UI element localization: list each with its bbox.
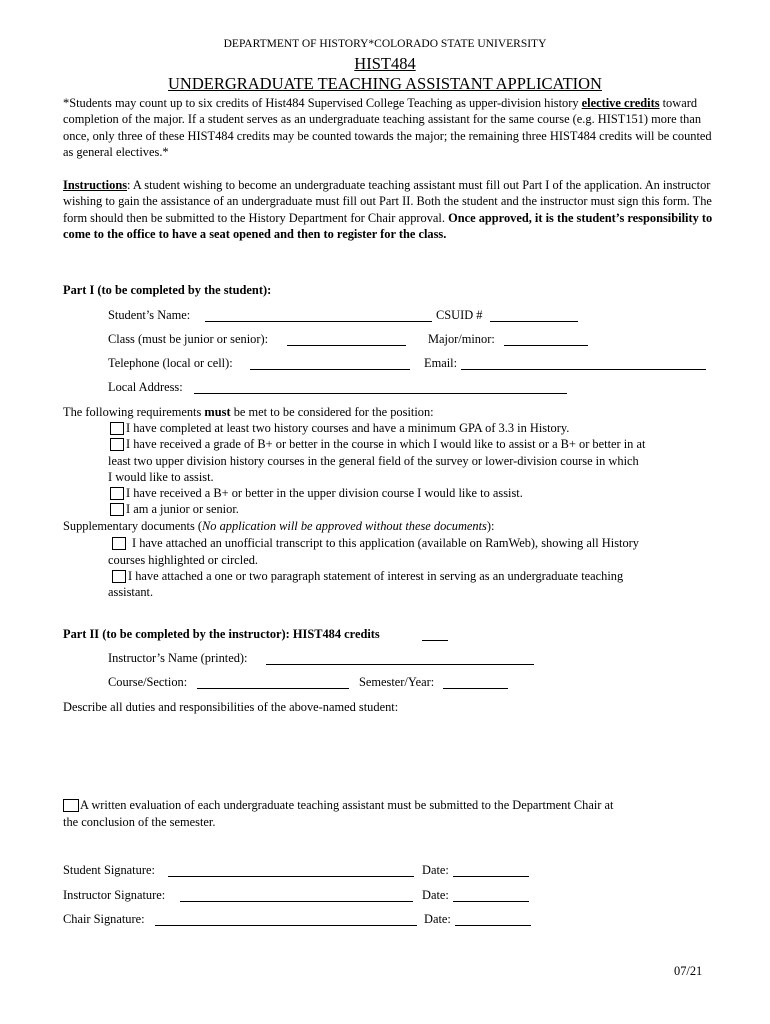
req1-text: I have completed at least two history courses and have a minimum GPA of 3.3 in History.	[126, 421, 570, 435]
requirements-must: must	[204, 405, 231, 419]
course-section-label: Course/Section:	[108, 675, 188, 689]
part2-heading: Part II (to be completed by the instructor): HIST484 credits	[63, 627, 380, 641]
supp2-line1: I have attached a one or two paragraph statement of interest in serving as an undergraduate teaching	[128, 569, 624, 583]
class-label: Class (must be junior or senior):	[108, 332, 269, 346]
instructor-signature-field[interactable]	[180, 901, 413, 902]
supp2-line2: assistant.	[108, 585, 154, 599]
instructions	[63, 177, 713, 243]
chair-signature-field[interactable]	[155, 925, 417, 926]
req3-checkbox[interactable]	[110, 487, 124, 500]
telephone-field[interactable]	[250, 369, 410, 370]
department-header: DEPARTMENT OF HISTORY*COLORADO STATE UNIVERSITY	[223, 38, 547, 50]
chair-signature-label: Chair Signature:	[63, 912, 145, 926]
elective-credits: elective credits	[581, 96, 660, 110]
credits-field[interactable]	[422, 640, 448, 641]
email-label: Email:	[424, 356, 458, 370]
major-label: Major/minor:	[428, 332, 495, 346]
instructor-date-label: Date:	[422, 888, 449, 902]
chair-date-field[interactable]	[455, 925, 531, 926]
student-signature-label: Student Signature:	[63, 863, 155, 877]
supp1-line2: courses highlighted or circled.	[108, 553, 259, 567]
credits-note-part2: toward completion of the major. If a student serves as an undergraduate teaching assistant for the same course (e.g. HIST151) more than once, only three of these HIST484 credits may be counted towards the major; the remaining three HIST484 credits will be counted as general electives.*	[63, 96, 712, 160]
form-title: UNDERGRADUATE TEACHING ASSISTANT APPLICATION	[168, 74, 602, 93]
part1-heading: Part I (to be completed by the student):	[63, 283, 272, 297]
req2-checkbox[interactable]	[110, 438, 124, 451]
class-field[interactable]	[287, 345, 406, 346]
credits-note-part1: *Students may count up to six credits of Hist484 Supervised College Teaching as upper-division history	[63, 96, 582, 110]
student-name-label: Student’s Name:	[108, 308, 191, 322]
supplementary-intro	[63, 519, 494, 534]
course-section-field[interactable]	[197, 688, 349, 689]
version-footer: 07/21	[674, 964, 703, 978]
evaluation-line2: the conclusion of the semester.	[63, 815, 216, 829]
address-field[interactable]	[194, 393, 567, 394]
requirements-a: The following requirements	[63, 405, 205, 419]
supp-italic: No application will be approved without these documents	[202, 519, 487, 533]
evaluation-line1: A written evaluation of each undergraduate teaching assistant must be submitted to the Department Chair at	[80, 798, 614, 812]
student-date-label: Date:	[422, 863, 449, 877]
csuid-label: CSUID #	[436, 308, 483, 322]
describe-duties-label: Describe all duties and responsibilities of the above-named student:	[63, 700, 399, 714]
instructor-date-field[interactable]	[453, 901, 529, 902]
instructor-signature-label: Instructor Signature:	[63, 888, 166, 902]
supp2-checkbox[interactable]	[112, 570, 126, 583]
instructions-label: Instructions	[63, 178, 128, 192]
supp-a: Supplementary documents (	[63, 519, 203, 533]
email-field[interactable]	[461, 369, 706, 370]
instructor-name-label: Instructor’s Name (printed):	[108, 651, 248, 665]
major-field[interactable]	[504, 345, 588, 346]
student-name-field[interactable]	[205, 321, 432, 322]
req1-checkbox[interactable]	[110, 422, 124, 435]
instructions-text: : A student wishing to become an undergraduate teaching assistant must fill out Part I of the application. An instructor wishing to gain the assistance of an undergraduate must fill out Part II. Both the student and the instructor must sign this form. The form should then be submitted to the History Department for Chair approval.	[63, 178, 712, 225]
chair-date-label: Date:	[424, 912, 451, 926]
req4-text: I am a junior or senior.	[126, 502, 239, 516]
student-signature-field[interactable]	[168, 876, 414, 877]
instructions-bold: Once approved, it is the student’s responsibility to come to the office to have a seat opened and then to register for the class.	[63, 210, 713, 242]
course-code-title: HIST484	[354, 54, 416, 73]
csuid-field[interactable]	[490, 321, 578, 322]
student-date-field[interactable]	[453, 876, 529, 877]
supp-b: ):	[486, 519, 495, 533]
credits-note	[63, 95, 713, 161]
requirements-intro	[63, 405, 434, 420]
supp1-checkbox[interactable]	[112, 537, 126, 550]
req2-line3: I would like to assist.	[108, 470, 214, 484]
req2-line1: I have received a grade of B+ or better in the course in which I would like to assist or a B+ or better in at	[126, 437, 646, 451]
evaluation-checkbox[interactable]	[63, 799, 79, 812]
requirements-b: be met to be considered for the position:	[230, 405, 434, 419]
instructor-name-field[interactable]	[266, 664, 534, 665]
req3-text: I have received a B+ or better in the upper division course I would like to assist.	[126, 486, 523, 500]
req2-line2: least two upper division history courses in the general field of the survey or lower-division course in which	[108, 454, 639, 468]
supp1-line1: I have attached an unofficial transcript to this application (available on RamWeb), showing all History	[132, 536, 639, 550]
semester-year-field[interactable]	[443, 688, 508, 689]
address-label: Local Address:	[108, 380, 183, 394]
telephone-label: Telephone (local or cell):	[108, 356, 233, 370]
req4-checkbox[interactable]	[110, 503, 124, 516]
semester-year-label: Semester/Year:	[359, 675, 435, 689]
